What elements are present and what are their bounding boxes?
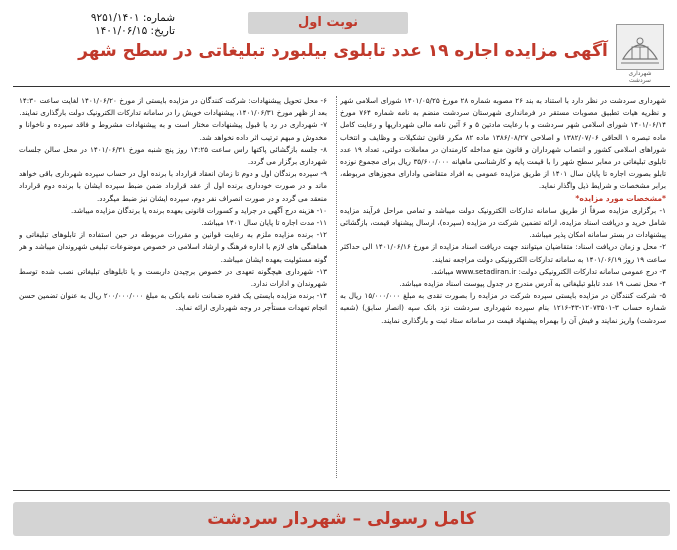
left-column (19, 95, 327, 480)
round-badge: نوبت اول (248, 12, 408, 34)
reference-number: شماره: ۹۲۵۱/۱۴۰۱ (90, 12, 175, 24)
condition-item: ۵- شرکت کنندگان در مزایده بایستی سپرده شرکت در مزایده را بصورت نقدی به مبلغ ۱۵/۰۰۰/۰۰۰ ریال به شماره حساب ۳-۱۲۰۷۳۵۰۱-۴۳-۱۲۱۶ بنام سپرده شهرداری سردشت نزد بانک سپه (انصار سابق) (شعبه سردشت) واریز نمایند و فیش آن را بهمراه پیشنهاد قیمت در سامانه ستاد ثبت و بارگذاری نمایند. (340, 291, 666, 325)
ad-topline (13, 12, 670, 37)
footer-divider (13, 490, 670, 491)
intro-paragraph: شهرداری سردشت در نظر دارد با استناد به بند ۲۶ مصوبه شماره ۲۸ مورخ ۱۴۰۱/۰۵/۲۵ شورای اسلامی شهر و نظریه هیات تطبیق مصوبات مستقر در فرمانداری شهرستان سردشت منضم به نامه شماره ۷۶۴ مورخ ۱۴۰۱/۰۶/۱۴ شورای اسلامی شهر سردشت و با رعایت مادتین ۵ و ۶ آئین نامه مالی شهرداریها و رعایت کامل ماده تبصره ۱ الحاقی ۱۳۸۲/۰۷/۰۶ و اصلاحی ۱۳۸۶/۰۸/۲۷ ماده ۸۲ مکرر قانون تشکیلات و وظایف و انتخاب شوراهای اسلامی کشور و انتصاب شهرداران و قانون منع مداخله کارمندان در معاملات دولتی، تعداد ۱۹ عدد تابلوی تبلیغاتی در معابر سطح شهر را با قیمت پایه و کارشناسی ماهیانه ۳۵/۶۰۰/۰۰۰ ریال برای مجموع نوزده تابلو بصورت اجاره تا پایان سال ۱۴۰۱ از طریق مزایده عمومی به افراد متقاضی وادارای مجوزهای مربوطه، برابر مشخصات و شرایط ذیل واگذار نماید. (340, 96, 666, 191)
condition-item: ۱۴- برنده مزایده بایستی یک فقره ضمانت نامه بانکی به مبلغ ۲۰۰/۰۰۰/۰۰۰ ریال به عنوان تضمین حسن انجام تعهدات مستأجر در وجه شهرداری ارائه نماید. (19, 291, 327, 313)
condition-item: ۴- محل نصب ۱۹ عدد تابلو تبلیغاتی به آدرس مندرج در جدول پیوست اسناد مزایده میباشد. (399, 279, 666, 289)
municipality-emblem-icon (617, 25, 663, 69)
ad-frame (13, 8, 670, 543)
ad-title: آگهی مزایده اجاره ۱۹ عدد تابلوی بیلبورد تبلیغاتی در سطح شهر (78, 41, 608, 61)
condition-item: ۱۲- برنده مزایده ملزم به رعایت قوانین و مقررات مربوطه در حین استفاده از تابلوهای تبلیغاتی و هماهنگی های لازم با اداره فرهنگ و ارشاد اسلامی در خصوص موضوعات تبلیغی شهروندان میباشد و هر گونه مسئولیت بعهده ایشان میباشد. (19, 230, 327, 264)
column-divider (336, 96, 337, 478)
condition-item: ۲- محل و زمان دریافت اسناد: متقاضیان میتوانند جهت دریافت اسناد مزایده از مورخ ۱۴۰۱/۰۶/۱۶ الی حداکثر ساعت ۱۹ روز ۱۴۰۱/۰۶/۱۹ به سامانه تدارکات الکترونیکی دولت مراجعه نمایند. (340, 242, 666, 264)
logo-caption: شهرداری سردشت (628, 70, 652, 84)
condition-item: ۶- محل تحویل پیشنهادات: شرکت کنندگان در مزایده بایستی از مورخ ۱۴۰۱/۰۶/۲۰ لغایت ساعت ۱۴:۳۰ بعد از ظهر مورخ ۱۴۰۱/۰۶/۳۱، پیشنهادات خویش را در سامانه تدارکات الکترونیک دولت بارگذاری نمایند. (19, 96, 327, 118)
condition-item: ۱- برگزاری مزایده صرفاً از طریق سامانه تدارکات الکترونیک دولت میباشد و تمامی مراحل فرآیند مزایده شامل خرید و دریافت اسناد مزایده، ارائه تضمین شرکت در مزایده (سپرده)، ارسال پیشنهاد قیمت، بازگشائی پیشنهادات در بستر سامانه امکان پذیر میباشد. (340, 205, 666, 240)
condition-item: ۸- جلسه بازگشائی پاکتها راس ساعت ۱۴:۲۵ روز پنج شنبه مورخ ۱۴۰۱/۰۶/۳۱ در محل سالن جلسات شهرداری برگزار می گردد. (19, 144, 327, 167)
title-divider (13, 86, 670, 87)
reference-block (15, 12, 175, 38)
condition-item: ۳- درج عمومی سامانه تدارکات الکترونیکی دولت: www.setadiran.ir میباشد. (431, 266, 666, 276)
right-column (340, 95, 666, 480)
condition-item: ۱۳- شهرداری هیچگونه تعهدی در خصوص برچیدن داربست و یا تابلوهای تبلیغاتی نصب شده توسط شهروندان و ادارات ندارد. (19, 266, 327, 289)
condition-item: ۱۰- هزینه درج آگهی در جراید و کسورات قانونی بعهده برنده یا برندگان مزایده میباشد. (70, 205, 327, 215)
condition-item: ۷- شهرداری در رد یا قبول پیشنهادات مختار است و به پیشنهادات مشروط و فاقد سپرده و ناخوانا و مخدوش و مبهم ترتیب اثر داده نخواهد شد. (19, 120, 327, 142)
condition-item: ۱۱- مدت اجاره تا پایان سال ۱۴۰۱ میباشد. (201, 218, 327, 228)
spec-heading: *مشخصات مورد مزایده* (575, 193, 666, 203)
municipality-logo (616, 24, 664, 70)
reference-date: تاریخ: ۱۴۰۱/۰۶/۱۵ (95, 25, 175, 37)
condition-item: ۹- سپرده برندگان اول و دوم تا زمان انعقاد قرارداد با برنده اول در حساب سپرده شهرداری باقی خواهد ماند و در صورت خودداری برنده اول از عقد قرارداد ضمن ضبط سپرده ایشان با برنده دوم قرارداد منعقد می گردد و در صورت انصراف نفر دوم، سپرده ایشان نیز ضبط میگردد. (19, 169, 327, 203)
signature: کامل رسولی – شهردار سردشت (207, 509, 476, 529)
